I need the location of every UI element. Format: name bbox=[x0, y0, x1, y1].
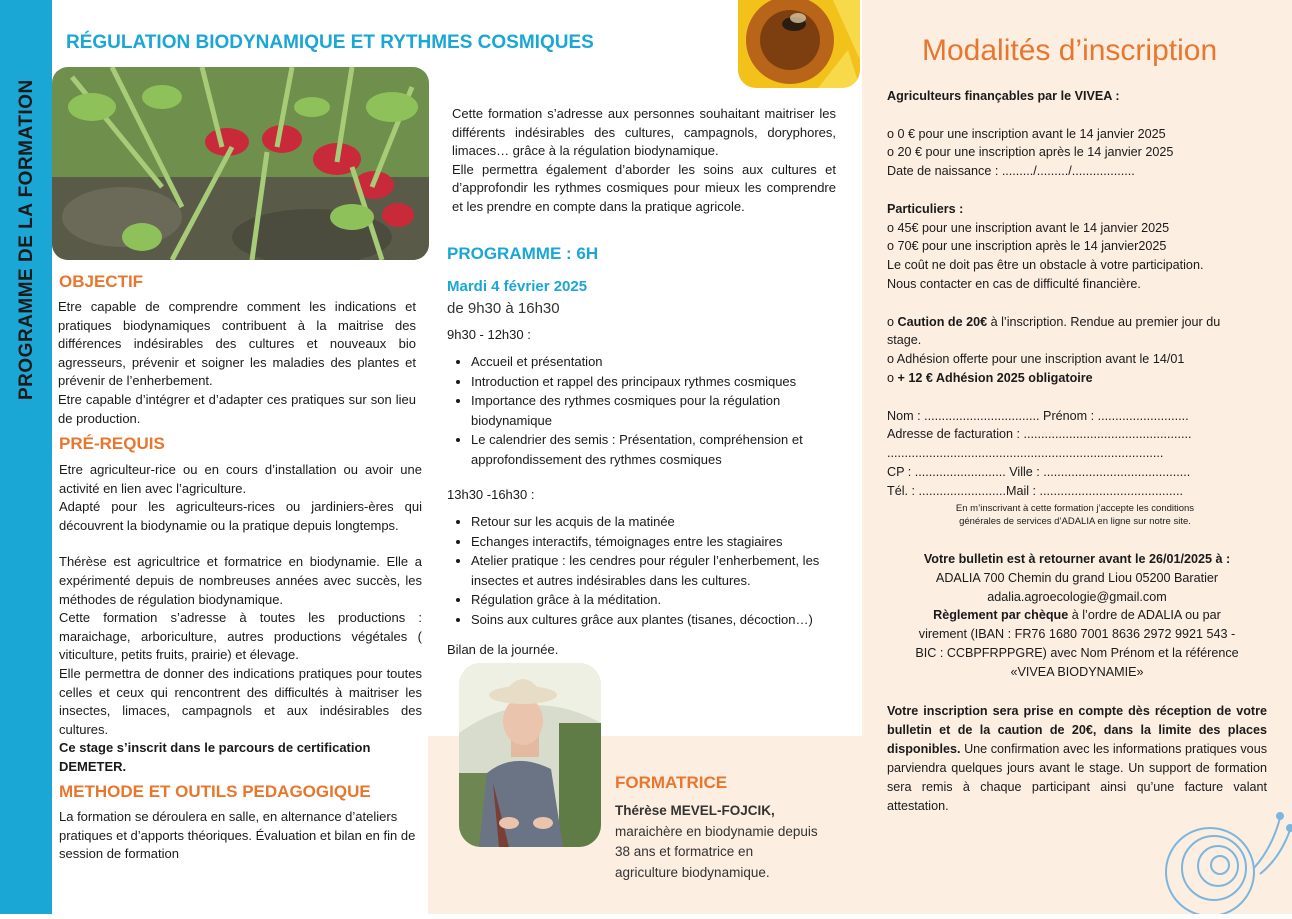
formatrice-name: Thérèse MEVEL-FOJCIK, bbox=[615, 803, 775, 818]
formatrice-heading: FORMATRICE bbox=[615, 773, 728, 792]
final-note-text: Une confirmation avec les informations pratiques vous parviendra quelques jours avant le stage. Un support de formation sera remis à chaque participant ainsi qu’une facture valant attestation. bbox=[887, 742, 1267, 813]
caution-line-2: stage. bbox=[887, 333, 922, 348]
adhesion-line: o + 12 € Adhésion 2025 obligatoire bbox=[887, 370, 1093, 385]
methode-heading: METHODE ET OUTILS PEDAGOGIQUE bbox=[59, 782, 371, 801]
snail-shell-icon bbox=[1162, 808, 1292, 914]
prerequis-heading: PRÉ-REQUIS bbox=[59, 434, 165, 453]
postal-address: ADALIA 700 Chemin du grand Liou 05200 Baratier bbox=[935, 570, 1219, 585]
trainer-photo bbox=[459, 663, 601, 847]
payment-line: «VIVEA BIODYNAMIE» bbox=[1010, 664, 1144, 679]
contact-email[interactable]: adalia.agroecologie@gmail.com bbox=[987, 589, 1167, 604]
morning-item: • Importance des rythmes cosmiques pour la régulation biodynamique bbox=[471, 391, 832, 430]
prerequis-paragraph-5: Elle permettra de donner des indications pratiques pour toutes celles et ceux qui rencontrent des difficultés à maitriser les insectes, limaces, campagnols et aux indésirables des cultures. bbox=[59, 665, 422, 737]
intro-block bbox=[452, 105, 836, 217]
birthdate-field[interactable]: Date de naissance : ........./........./.................. bbox=[887, 164, 1135, 179]
objectif-text bbox=[58, 298, 416, 428]
vivea-line: o 20 € pour une inscription après le 14 janvier 2025 bbox=[887, 145, 1174, 160]
vivea-line: o 0 € pour une inscription avant le 14 janvier 2025 bbox=[887, 126, 1166, 141]
intro-paragraph-2: Elle permettra également d’aborder les soins aux cultures et d’approfondir les rythmes cosmiques pour mieux les comprendre et les prendre en compte dans la pratique agricole. bbox=[452, 161, 836, 214]
afternoon-list bbox=[447, 512, 837, 630]
inscription-block bbox=[887, 87, 1267, 501]
objectif-heading: OBJECTIF bbox=[59, 272, 144, 291]
programme-closing: Bilan de la journée. bbox=[447, 642, 559, 657]
afternoon-item: • Soins aux cultures grâce aux plantes (tisanes, décoction…) bbox=[471, 610, 837, 630]
particuliers-heading: Particuliers : bbox=[887, 201, 964, 216]
morning-item: • Le calendrier des semis : Présentation, compréhension et approfondissement des rythmes cosmiques bbox=[471, 430, 832, 469]
prerequis-paragraph-3: Thérèse est agricultrice et formatrice en biodynamie. Elle a expérimenté depuis de nombreuses années avec succès, les méthodes de régulation biodynamique. bbox=[59, 554, 422, 607]
methode-text bbox=[59, 808, 425, 864]
demeter-note: Ce stage s’inscrit dans le parcours de certification DEMETER. bbox=[59, 740, 371, 774]
final-note bbox=[887, 702, 1267, 816]
return-heading: Votre bulletin est à retourner avant le 26/01/2025 à : bbox=[923, 552, 1231, 566]
payment-line: Règlement par chèque à l’ordre de ADALIA ou par bbox=[933, 608, 1221, 623]
cgv-line: En m’inscrivant à cette formation j’accepte les conditions bbox=[955, 503, 1195, 514]
morning-item: • Introduction et rappel des principaux rythmes cosmiques bbox=[471, 372, 832, 392]
morning-item: • Accueil et présentation bbox=[471, 352, 832, 372]
programme-heading: PROGRAMME : 6H bbox=[447, 244, 599, 263]
formatrice-desc-line: maraichère en biodynamie depuis bbox=[615, 823, 818, 839]
afternoon-item: • Echanges interactifs, témoignages entre les stagiaires bbox=[471, 532, 837, 552]
caution-line: o Caution de 20€ à l’inscription. Rendue au premier jour du bbox=[887, 314, 1221, 329]
afternoon-item: • Retour sur les acquis de la matinée bbox=[471, 512, 837, 532]
particuliers-line: o 70€ pour une inscription après le 14 janvier2025 bbox=[887, 239, 1167, 254]
payment-line: virement (IBAN : FR76 1680 7001 8636 2972 9921 543 - bbox=[918, 627, 1236, 642]
prerequis-paragraph-1: Etre agriculteur-rice ou en cours d’installation ou avoir une activité en lien avec l’agriculture. bbox=[59, 462, 422, 496]
afternoon-label: 13h30 -16h30 : bbox=[447, 487, 535, 502]
prerequis-paragraph-2: Adapté pour les agriculteurs-rices ou jardiniers-ères qui découvrent la biodynamie ou la pratique depuis longtemps. bbox=[59, 499, 422, 533]
methode-paragraph: La formation se déroulera en salle, en alternance d’ateliers pratiques et d’apports théoriques. Évaluation et bilan en fin de session de formation bbox=[59, 809, 416, 862]
morning-list bbox=[447, 352, 832, 470]
radish-photo bbox=[52, 67, 429, 260]
sidebar-title: PROGRAMME DE LA FORMATION bbox=[16, 79, 37, 400]
sunflower-bee-photo bbox=[738, 0, 860, 88]
particuliers-line: Nous contacter en cas de difficulté financière. bbox=[887, 276, 1141, 291]
afternoon-item: • Atelier pratique : les cendres pour réguler l’enherbement, les insectes et autres indésirables dans les cultures. bbox=[471, 551, 837, 590]
particuliers-line: o 45€ pour une inscription avant le 14 janvier 2025 bbox=[887, 220, 1170, 235]
final-note-bold: Votre inscription sera prise en compte dès réception de votre bulletin et de la caution de 20€, dans la limite des places disponibles. bbox=[887, 704, 1267, 756]
formatrice-desc-line: 38 ans et formatrice en bbox=[615, 844, 754, 860]
programme-date: Mardi 4 février 2025 bbox=[447, 278, 588, 295]
return-block bbox=[882, 550, 1272, 682]
formatrice-desc-line: agriculture biodynamique. bbox=[615, 864, 770, 880]
cgv-line: générales de services d’ADALIA en ligne sur notre site. bbox=[959, 515, 1191, 527]
programme-hours: de 9h30 à 16h30 bbox=[447, 300, 560, 317]
inscription-title: Modalités d’inscription bbox=[922, 34, 1218, 67]
phone-mail-field[interactable]: Tél. : .........................Mail : ......................................... bbox=[887, 483, 1184, 498]
afternoon-item: • Régulation grâce à la méditation. bbox=[471, 590, 837, 610]
cgv-note bbox=[900, 503, 1250, 528]
intro-paragraph-1: Cette formation s’adresse aux personnes souhaitant maitriser les différents indésirables des cultures, campagnols, doryphores, limaces… grâce à la régulation biodynamique. bbox=[452, 106, 836, 159]
prerequis-text bbox=[59, 461, 422, 777]
formatrice-block bbox=[615, 801, 818, 883]
cp-city-field[interactable]: CP : .......................... Ville : .......................................... bbox=[887, 464, 1191, 479]
objectif-paragraph-2: Etre capable d’intégrer et d’adapter ces pratiques sur son lieu de production. bbox=[58, 391, 416, 426]
address-field[interactable]: Adresse de facturation : ................................................ bbox=[887, 427, 1192, 442]
address-field-2[interactable]: ............................................................................... bbox=[887, 446, 1164, 461]
particuliers-line: Le coût ne doit pas être un obstacle à votre participation. bbox=[887, 258, 1204, 273]
page-title: RÉGULATION BIODYNAMIQUE ET RYTHMES COSMIQUES bbox=[66, 32, 594, 53]
prerequis-paragraph-4: Cette formation s’adresse à toutes les productions : maraichage, arboriculture, autres productions végétales ( viticulture, petits fruits, prairie) et élevage. bbox=[59, 610, 422, 663]
adhesion-offerte: o Adhésion offerte pour une inscription avant le 14/01 bbox=[887, 352, 1185, 367]
morning-label: 9h30 - 12h30 : bbox=[447, 327, 531, 342]
payment-line: BIC : CCBPFRPPGRE) avec Nom Prénom et la référence bbox=[915, 645, 1239, 660]
objectif-paragraph-1: Etre capable de comprendre comment les indications et pratiques biodynamiques contribuent à la maitrise des différences indésirables des cultures et nouveaux bio agresseurs, prévenir et soigner les maladies des plantes et prévenir de l’enherbement. bbox=[58, 299, 416, 389]
vivea-heading: Agriculteurs finançables par le VIVEA : bbox=[887, 89, 1120, 103]
name-field[interactable]: Nom : ................................. Prénom : .......................... bbox=[887, 408, 1189, 423]
